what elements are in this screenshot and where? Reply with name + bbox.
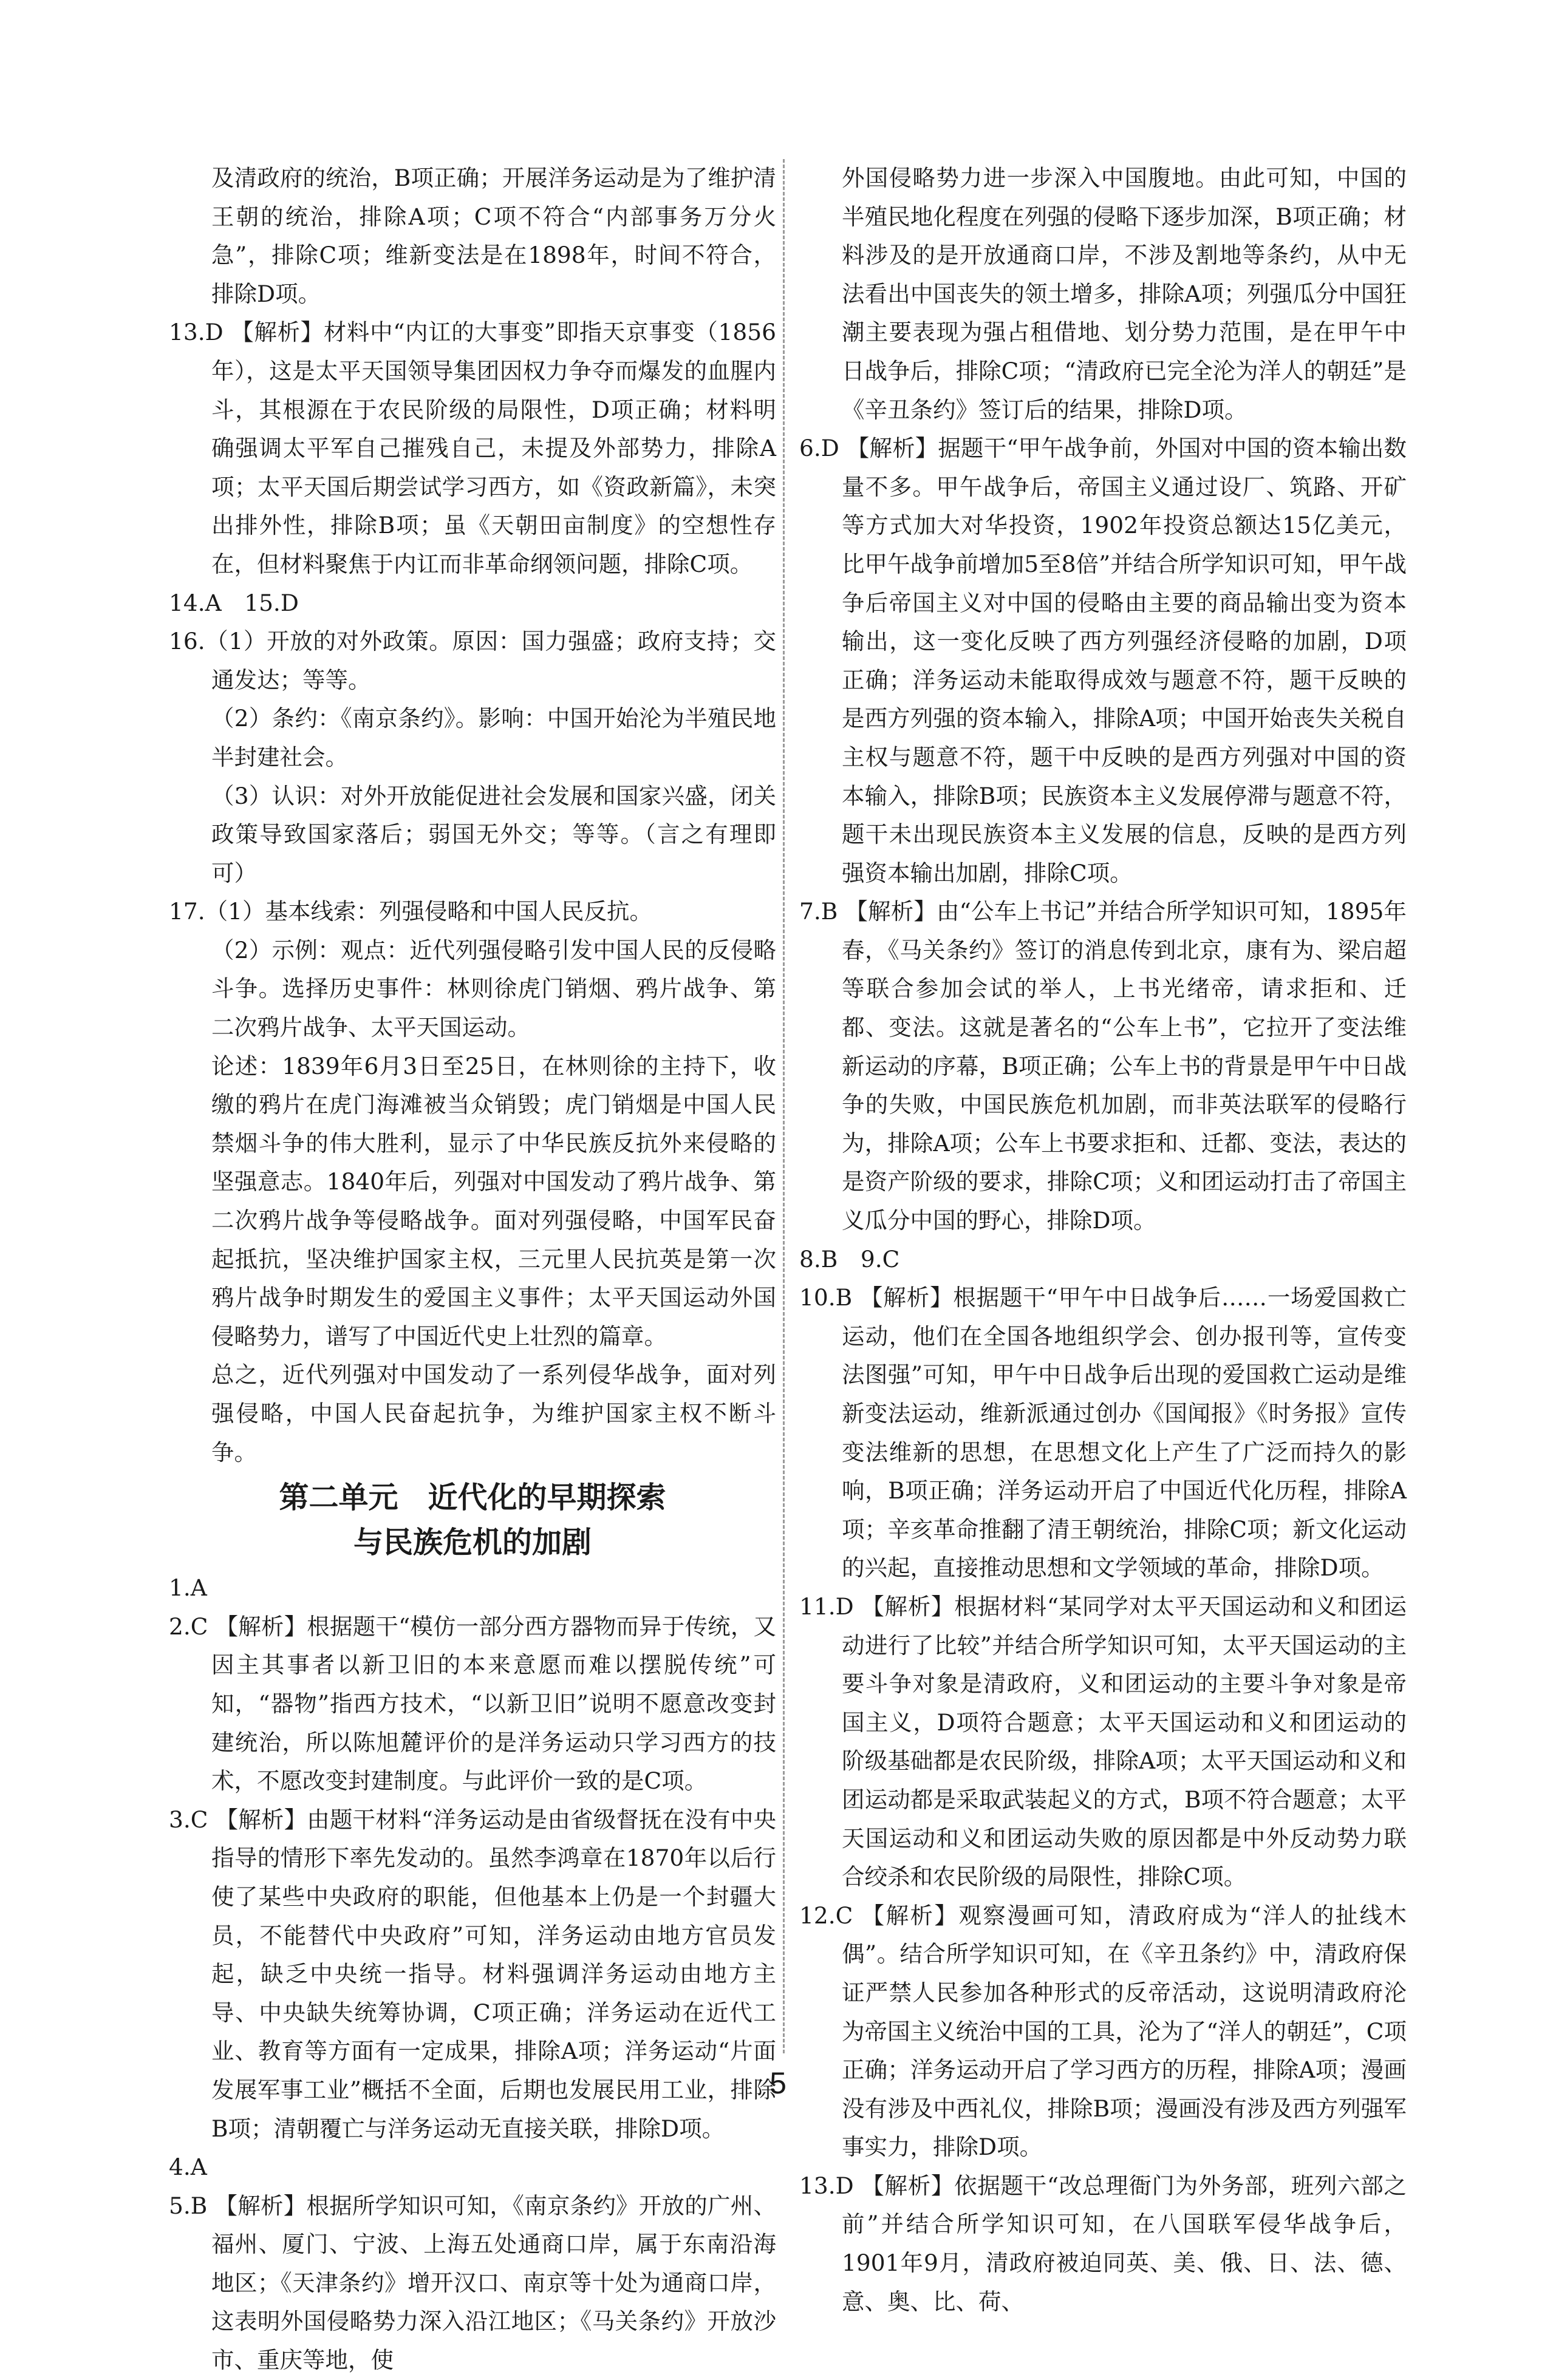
unit-title-line2: 与民族危机的加剧 (353, 1525, 592, 1560)
answer-paragraph: （2）条约：《南京条约》。影响：中国开始沦为半殖民地半封建社会。 (211, 705, 776, 770)
answer-paragraph: 14.A 15.D (169, 589, 299, 616)
answer-paragraph: 3.C 【解析】由题干材料“洋务运动是由省级督抚在没有中央指导的情形下率先发动的。虽然李鸿章在1870年以后行使了某些中央政府的职能，但他基本上仍是一个封疆大员，不能替代中央政府”可知，洋务运动由地方官员发起，缺乏中央统一指导。材料强调洋务运动由地方主导、中央缺失统筹协调，C项正确；洋务运动在近代工业、教育等方面有一定成果，排除A项；洋务运动“片面发展军事工业”概括不全面，后期也发展民用工业，排除B项；清朝覆亡与洋务运动无直接关联，排除D项。 (169, 1806, 776, 2142)
answer-paragraph: 6.D 【解析】据题干“甲午战争前，外国对中国的资本输出数量不多。甲午战争后，帝国主义通过设厂、筑路、开矿等方式加大对华投资，1902年投资总额达15亿美元，比甲午战争前增加5至8倍”并结合所学知识可知，甲午战争后帝国主义对中国的侵略由主要的商品输出变为资本输出，这一变化反映了西方列强经济侵略的加剧，D项正确；洋务运动未能取得成效与题意不符，题干反映的是西方列强的资本输入，排除A项；中国开始丧失关税自主权与题意不符，题干中反映的是西方列强对中国的资本输入，排除B项；民族资本主义发展停滞与题意不符，题干未出现民族资本主义发展的信息，反映的是西方列强资本输出加剧，排除C项。 (799, 435, 1407, 886)
answer-paragraph: 及清政府的统治，B项正确；开展洋务运动是为了维护清王朝的统治，排除A项；C项不符合“内部事务万分火急”，排除C项；维新变法是在1898年，时间不符合，排除D项。 (211, 165, 776, 307)
answer-paragraph: 7.B 【解析】由“公车上书记”并结合所学知识可知，1895年春，《马关条约》签订的消息传到北京，康有为、梁启超等联合参加会试的举人，上书光绪帝，请求拒和、迁都、变法。这就是著名的“公车上书”，它拉开了变法维新运动的序幕，B项正确；公车上书的背景是甲午中日战争的失败，中国民族危机加剧，而非英法联军的侵略行为，排除A项；公车上书要求拒和、迁都、变法，表达的是资产阶级的要求，排除C项；义和团运动打击了帝国主义瓜分中国的野心，排除D项。 (799, 898, 1407, 1234)
answer-paragraph: 13.D 【解析】依据题干“改总理衙门为外务部，班列六部之前”并结合所学知识可知，在八国联军侵华战争后，1901年9月，清政府被迫同英、美、俄、日、法、德、意、奥、比、荷、 (799, 2172, 1407, 2315)
right-column (799, 159, 1407, 2321)
answer-paragraph: 11.D 【解析】根据材料“某同学对太平天国运动和义和团运动进行了比较”并结合所学知识可知，太平天国运动的主要斗争对象是清政府，义和团运动的主要斗争对象是帝国主义，D项符合题意；太平天国运动和义和团运动的阶级基础都是农民阶级，排除A项；太平天国运动和义和团运动都是采取武装起义的方式，B项不符合题意；太平天国运动和义和团运动失败的原因都是中外反动势力联合绞杀和农民阶级的局限性，排除C项。 (799, 1593, 1407, 1891)
unit-title (169, 1475, 776, 1565)
answer-paragraph: 12.C 【解析】观察漫画可知，清政府成为“洋人的扯线木偶”。结合所学知识可知，在《辛丑条约》中，清政府保证严禁人民参加各种形式的反帝活动，这说明清政府沦为帝国主义统治中国的工具，沦为了“洋人的朝廷”，C项正确；洋务运动开启了学习西方的历程，排除A项；漫画没有涉及中西礼仪，排除B项；漫画没有涉及西方列强军事实力，排除D项。 (799, 1902, 1407, 2161)
answer-paragraph: 1.A (169, 1574, 207, 1602)
left-paragraphs-b (169, 1569, 776, 2379)
answer-paragraph: （2）示例：观点：近代列强侵略引发中国人民的反侵略斗争。选择历史事件：林则徐虎门销烟、鸦片战争、第二次鸦片战争、太平天国运动。 (211, 936, 776, 1041)
page-number: 5 (769, 2066, 787, 2100)
answer-paragraph: 外国侵略势力进一步深入中国腹地。由此可知，中国的半殖民地化程度在列强的侵略下逐步加深，B项正确；材料涉及的是开放通商口岸，不涉及割地等条约，从中无法看出中国丧失的领土增多，排除A项；列强瓜分中国狂潮主要表现为强占租借地、划分势力范围，是在甲午中日战争后，排除C项；“清政府已完全沦为洋人的朝廷”是《辛丑条约》签订后的结果，排除D项。 (842, 165, 1407, 423)
right-paragraphs (799, 159, 1407, 2321)
answer-paragraph: 10.B 【解析】根据题干“甲午中日战争后……一场爱国救亡运动，他们在全国各地组织学会、创办报刊等，宣传变法图强”可知，甲午中日战争后出现的爱国救亡运动是维新变法运动，维新派通过创办《国闻报》《时务报》宣传变法维新的思想，在思想文化上产生了广泛而持久的影响，B项正确；洋务运动开启了中国近代化历程，排除A项；辛亥革命推翻了清王朝统治，排除C项；新文化运动的兴起，直接推动思想和文学领域的革命，排除D项。 (799, 1284, 1407, 1582)
column-divider (783, 159, 785, 2053)
answer-paragraph: 论述：1839年6月3日至25日，在林则徐的主持下，收缴的鸦片在虎门海滩被当众销毁；虎门销烟是中国人民禁烟斗争的伟大胜利，显示了中华民族反抗外来侵略的坚强意志。1840年后，列强对中国发动了鸦片战争、第二次鸦片战争等侵略战争。面对列强侵略，中国军民奋起抵抗，坚决维护国家主权，三元里人民抗英是第一次鸦片战争时期发生的爱国主义事件；太平天国运动外国侵略势力，谱写了中国近代史上壮烈的篇章。 (211, 1052, 776, 1350)
answer-paragraph: 总之，近代列强对中国发动了一系列侵华战争，面对列强侵略，中国人民奋起抗争，为维护国家主权不断斗争。 (211, 1361, 776, 1466)
answer-paragraph: 13.D 【解析】材料中“内讧的大事变”即指天京事变（1856年），这是太平天国领导集团因权力争夺而爆发的血腥内斗，其根源在于农民阶级的局限性，D项正确；材料明确强调太平军自己摧残自己，未提及外部势力，排除A项；太平天国后期尝试学习西方，如《资政新篇》，未突出排外性，排除B项；虽《天朝田亩制度》的空想性存在，但材料聚焦于内讧而非革命纲领问题，排除C项。 (169, 319, 776, 577)
answer-paragraph: 16.（1）开放的对外政策。原因：国力强盛；政府支持；交通发达；等等。 (169, 628, 776, 693)
unit-title-line1: 第二单元 近代化的早期探索 (279, 1480, 666, 1515)
left-column (169, 159, 776, 2380)
answer-paragraph: 5.B 【解析】根据所学知识可知，《南京条约》开放的广州、福州、厦门、宁波、上海五处通商口岸，属于东南沿海地区；《天津条约》增开汉口、南京等十处为通商口岸，这表明外国侵略势力深入沿江地区；《马关条约》开放沙市、重庆等地，使 (169, 2192, 776, 2374)
left-paragraphs-a (169, 159, 776, 1472)
answer-paragraph: 4.A (169, 2154, 207, 2181)
answer-paragraph: （3）认识：对外开放能促进社会发展和国家兴盛，闭关政策导致国家落后；弱国无外交；等等。（言之有理即可） (211, 782, 776, 886)
answer-paragraph: 8.B 9.C (799, 1245, 900, 1273)
answer-paragraph: 17.（1）基本线索：列强侵略和中国人民反抗。 (169, 898, 652, 925)
answer-paragraph: 2.C 【解析】根据题干“模仿一部分西方器物而异于传统，又因主其事者以新卫旧的本来意愿而难以摆脱传统”可知，“器物”指西方技术，“以新卫旧”说明不愿意改变封建统治，所以陈旭麓评价的是洋务运动只学习西方的技术，不愿改变封建制度。与此评价一致的是C项。 (169, 1613, 776, 1795)
